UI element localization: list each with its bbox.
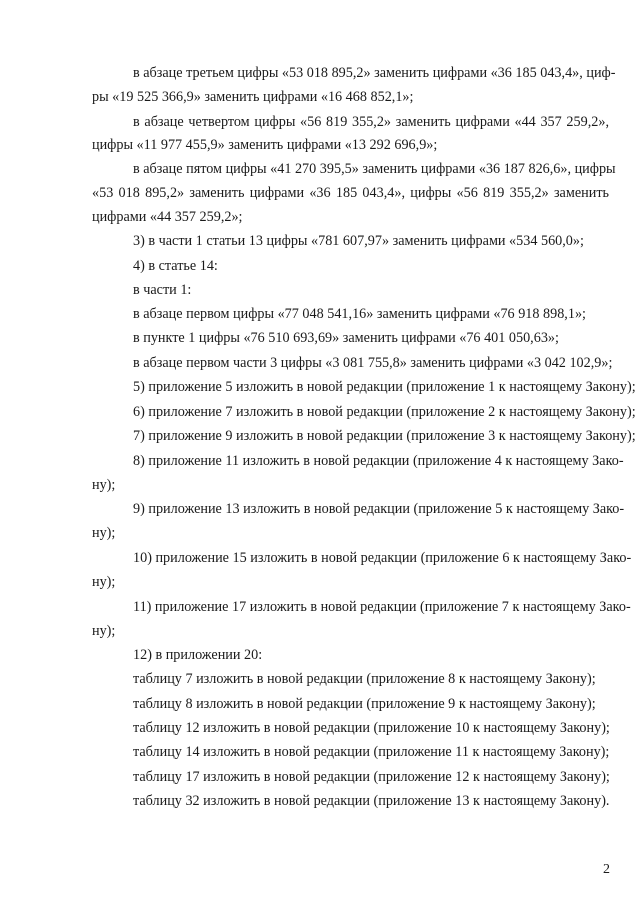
text-line: таблицу 7 изложить в новой редакции (приложение 8 к настоящему Закону); bbox=[133, 671, 596, 687]
text-line: «53 018 895,2» заменить цифрами «36 185 043,4», цифры «56 819 355,2» заменить bbox=[92, 185, 609, 201]
text-line: 4) в статье 14: bbox=[133, 258, 218, 274]
text-line: в части 1: bbox=[133, 282, 192, 298]
text-line: 7) приложение 9 изложить в новой редакции (приложение 3 к настоящему Закону); bbox=[133, 428, 636, 444]
text-line: 10) приложение 15 изложить в новой редакции (приложение 6 к настоящему Зако- bbox=[133, 550, 632, 566]
text-line: в абзаце пятом цифры «41 270 395,5» заменить цифрами «36 187 826,6», цифры bbox=[133, 161, 616, 177]
text-line: таблицу 14 изложить в новой редакции (приложение 11 к настоящему Закону); bbox=[133, 744, 610, 760]
text-line: ну); bbox=[92, 623, 116, 639]
text-line: 6) приложение 7 изложить в новой редакции (приложение 2 к настоящему Закону); bbox=[133, 404, 636, 420]
text-line: 9) приложение 13 изложить в новой редакции (приложение 5 к настоящему Зако- bbox=[133, 501, 625, 517]
text-line: в абзаце первом части 3 цифры «3 081 755,8» заменить цифрами «3 042 102,9»; bbox=[133, 355, 613, 371]
text-line: ры «19 525 366,9» заменить цифрами «16 468 852,1»; bbox=[92, 89, 414, 105]
text-line: 5) приложение 5 изложить в новой редакции (приложение 1 к настоящему Закону); bbox=[133, 379, 636, 395]
text-line: таблицу 32 изложить в новой редакции (приложение 13 к настоящему Закону). bbox=[133, 793, 610, 809]
page-number: 2 bbox=[603, 862, 610, 877]
text-line: 8) приложение 11 изложить в новой редакции (приложение 4 к настоящему Зако- bbox=[133, 453, 624, 469]
text-line: таблицу 8 изложить в новой редакции (приложение 9 к настоящему Закону); bbox=[133, 696, 596, 712]
text-line: в пункте 1 цифры «76 510 693,69» заменить цифрами «76 401 050,63»; bbox=[133, 330, 559, 346]
text-line: 3) в части 1 статьи 13 цифры «781 607,97» заменить цифрами «534 560,0»; bbox=[133, 233, 584, 249]
text-line: 12) в приложении 20: bbox=[133, 647, 263, 663]
text-line: в абзаце третьем цифры «53 018 895,2» заменить цифрами «36 185 043,4», циф- bbox=[133, 65, 616, 81]
text-line: ну); bbox=[92, 525, 116, 541]
text-line: 11) приложение 17 изложить в новой редакции (приложение 7 к настоящему Зако- bbox=[133, 599, 631, 615]
text-line: цифры «11 977 455,9» заменить цифрами «13 292 696,9»; bbox=[92, 137, 438, 153]
text-line: ну); bbox=[92, 477, 116, 493]
text-line: цифрами «44 357 259,2»; bbox=[92, 209, 243, 225]
text-line: в абзаце первом цифры «77 048 541,16» заменить цифрами «76 918 898,1»; bbox=[133, 306, 586, 322]
text-line: ну); bbox=[92, 574, 116, 590]
text-line: таблицу 17 изложить в новой редакции (приложение 12 к настоящему Закону); bbox=[133, 769, 610, 785]
text-line: таблицу 12 изложить в новой редакции (приложение 10 к настоящему Закону); bbox=[133, 720, 610, 736]
text-line: в абзаце четвертом цифры «56 819 355,2» заменить цифрами «44 357 259,2», bbox=[133, 114, 609, 130]
